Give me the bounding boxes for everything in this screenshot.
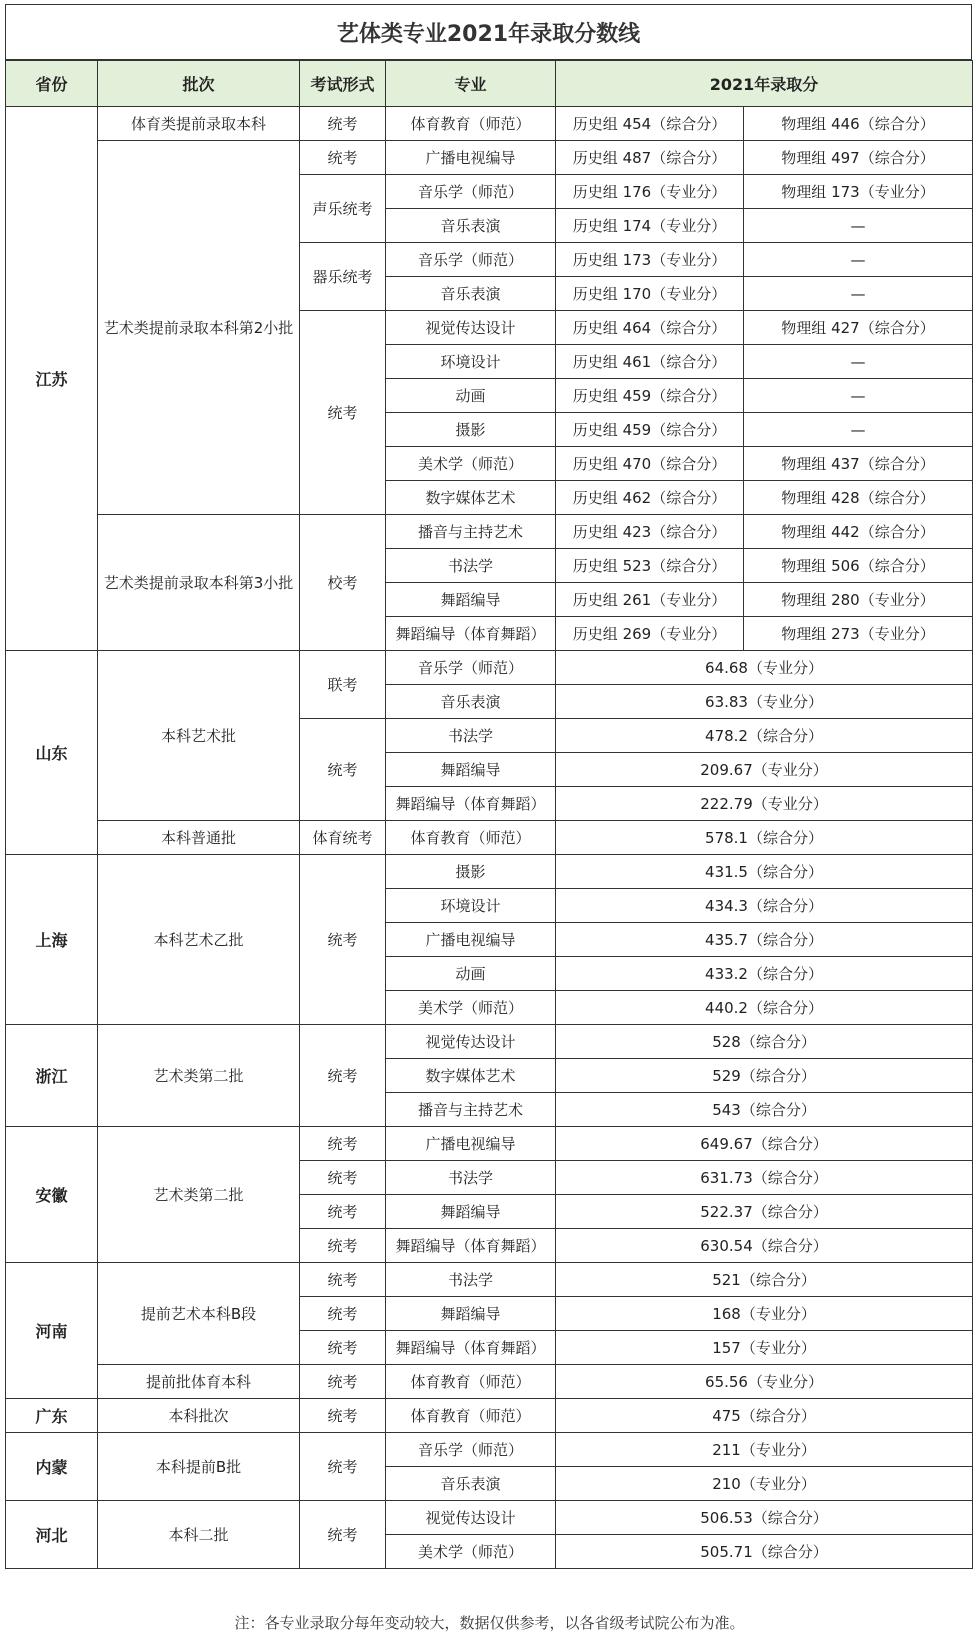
table-cell: 506.53（综合分）: [556, 1501, 973, 1535]
table-cell: 统考: [300, 719, 386, 821]
header-row: [6, 61, 973, 107]
table-cell: 历史组 464（综合分）: [556, 311, 744, 345]
table-cell: 475（综合分）: [556, 1399, 973, 1433]
table-cell: 历史组 459（综合分）: [556, 379, 744, 413]
table-cell: 音乐学（师范）: [386, 175, 556, 209]
table-cell: 书法学: [386, 719, 556, 753]
table-cell: 舞蹈编导: [386, 1195, 556, 1229]
table-cell: 视觉传达设计: [386, 1025, 556, 1059]
table-cell: 64.68（专业分）: [556, 651, 973, 685]
table-cell: 521（综合分）: [556, 1263, 973, 1297]
column-header: 专业: [386, 61, 556, 107]
table-cell: 434.3（综合分）: [556, 889, 973, 923]
table-cell: 522.37（综合分）: [556, 1195, 973, 1229]
page-title: 艺体类专业2021年录取分数线: [5, 4, 972, 60]
table-cell: 物理组 506（综合分）: [744, 549, 973, 583]
table-cell: 历史组 170（专业分）: [556, 277, 744, 311]
table-cell: 578.1（综合分）: [556, 821, 973, 855]
table-cell: 音乐学（师范）: [386, 1433, 556, 1467]
table-cell: 数字媒体艺术: [386, 1059, 556, 1093]
table-cell: 美术学（师范）: [386, 991, 556, 1025]
table-cell: 艺术类第二批: [98, 1127, 300, 1263]
table-cell: 音乐表演: [386, 1467, 556, 1501]
table-cell: 舞蹈编导: [386, 753, 556, 787]
table-cell: 529（综合分）: [556, 1059, 973, 1093]
table-cell: 物理组 280（专业分）: [744, 583, 973, 617]
table-cell: 历史组 261（专业分）: [556, 583, 744, 617]
table-cell: 动画: [386, 379, 556, 413]
table-cell: —: [744, 413, 973, 447]
table-cell: 543（综合分）: [556, 1093, 973, 1127]
column-header: 考试形式: [300, 61, 386, 107]
table-cell: 440.2（综合分）: [556, 991, 973, 1025]
table-cell: 630.54（综合分）: [556, 1229, 973, 1263]
table-cell: 历史组 174（专业分）: [556, 209, 744, 243]
table-cell: 物理组 428（综合分）: [744, 481, 973, 515]
table-row: [6, 651, 973, 685]
table-cell: 声乐统考: [300, 175, 386, 243]
table-cell: 艺术类提前录取本科第2小批: [98, 141, 300, 515]
table-cell: 环境设计: [386, 345, 556, 379]
table-cell: 统考: [300, 1025, 386, 1127]
table-cell: 体育教育（师范）: [386, 107, 556, 141]
table-cell: 物理组 437（综合分）: [744, 447, 973, 481]
table-cell: 统考: [300, 107, 386, 141]
table-cell: 历史组 459（综合分）: [556, 413, 744, 447]
table-cell: 音乐学（师范）: [386, 651, 556, 685]
table-cell: 本科提前B批: [98, 1433, 300, 1501]
table-cell: 本科普通批: [98, 821, 300, 855]
table-cell: 历史组 423（综合分）: [556, 515, 744, 549]
table-cell: 168（专业分）: [556, 1297, 973, 1331]
table-cell: 统考: [300, 1127, 386, 1161]
table-cell: 210（专业分）: [556, 1467, 973, 1501]
table-cell: 统考: [300, 1501, 386, 1569]
table-cell: 音乐表演: [386, 209, 556, 243]
table-cell: 65.56（专业分）: [556, 1365, 973, 1399]
table-cell: 历史组 173（专业分）: [556, 243, 744, 277]
table-cell: 舞蹈编导（体育舞蹈）: [386, 617, 556, 651]
table-cell: 舞蹈编导（体育舞蹈）: [386, 787, 556, 821]
table-cell: 本科批次: [98, 1399, 300, 1433]
province-cell: 河南: [6, 1263, 98, 1399]
table-cell: 211（专业分）: [556, 1433, 973, 1467]
table-cell: 历史组 461（综合分）: [556, 345, 744, 379]
table-row: [6, 1433, 973, 1467]
table-cell: 视觉传达设计: [386, 311, 556, 345]
table-row: [6, 1263, 973, 1297]
table-cell: 历史组 454（综合分）: [556, 107, 744, 141]
table-cell: 统考: [300, 1161, 386, 1195]
table-row: [6, 1365, 973, 1399]
table-cell: 广播电视编导: [386, 1127, 556, 1161]
column-header: 批次: [98, 61, 300, 107]
table-cell: 数字媒体艺术: [386, 481, 556, 515]
table-cell: 物理组 427（综合分）: [744, 311, 973, 345]
table-cell: 433.2（综合分）: [556, 957, 973, 991]
table-cell: 222.79（专业分）: [556, 787, 973, 821]
province-cell: 安徽: [6, 1127, 98, 1263]
table-cell: 528（综合分）: [556, 1025, 973, 1059]
province-cell: 河北: [6, 1501, 98, 1569]
table-cell: 435.7（综合分）: [556, 923, 973, 957]
footnote: 注：各专业录取分每年变动较大，数据仅供参考，以各省级考试院公布为准。: [234, 1614, 745, 1632]
table-cell: 美术学（师范）: [386, 447, 556, 481]
table-cell: 历史组 523（综合分）: [556, 549, 744, 583]
table-cell: 音乐学（师范）: [386, 243, 556, 277]
province-cell: 浙江: [6, 1025, 98, 1127]
table-row: [6, 515, 973, 549]
table-row: [6, 1025, 973, 1059]
table-row: [6, 1127, 973, 1161]
table-cell: 431.5（综合分）: [556, 855, 973, 889]
table-cell: 音乐表演: [386, 685, 556, 719]
table-cell: 本科艺术乙批: [98, 855, 300, 1025]
table-cell: 体育统考: [300, 821, 386, 855]
province-cell: 上海: [6, 855, 98, 1025]
table-cell: 统考: [300, 1263, 386, 1297]
table-cell: 统考: [300, 311, 386, 515]
table-row: [6, 141, 973, 175]
table-cell: 艺术类提前录取本科第3小批: [98, 515, 300, 651]
table-cell: 书法学: [386, 549, 556, 583]
table-cell: 书法学: [386, 1161, 556, 1195]
table-cell: 物理组 442（综合分）: [744, 515, 973, 549]
table-cell: 艺术类第二批: [98, 1025, 300, 1127]
table-cell: 广播电视编导: [386, 923, 556, 957]
table-cell: 63.83（专业分）: [556, 685, 973, 719]
table-cell: 历史组 462（综合分）: [556, 481, 744, 515]
table-cell: 478.2（综合分）: [556, 719, 973, 753]
table-cell: 631.73（综合分）: [556, 1161, 973, 1195]
table-cell: 体育教育（师范）: [386, 821, 556, 855]
table-cell: 体育教育（师范）: [386, 1365, 556, 1399]
table-cell: 649.67（综合分）: [556, 1127, 973, 1161]
province-cell: 江苏: [6, 107, 98, 651]
table-cell: 统考: [300, 1195, 386, 1229]
table-cell: 物理组 173（专业分）: [744, 175, 973, 209]
table-cell: —: [744, 209, 973, 243]
table-cell: 校考: [300, 515, 386, 651]
table-cell: 统考: [300, 1399, 386, 1433]
table-row: [6, 1501, 973, 1535]
table-cell: 209.67（专业分）: [556, 753, 973, 787]
column-header: 省份: [6, 61, 98, 107]
table-cell: 历史组 470（综合分）: [556, 447, 744, 481]
table-cell: 播音与主持艺术: [386, 515, 556, 549]
table-cell: 器乐统考: [300, 243, 386, 311]
table-cell: 书法学: [386, 1263, 556, 1297]
table-cell: 体育类提前录取本科: [98, 107, 300, 141]
table-cell: 物理组 273（专业分）: [744, 617, 973, 651]
table-cell: 物理组 446（综合分）: [744, 107, 973, 141]
table-cell: 视觉传达设计: [386, 1501, 556, 1535]
table-cell: 音乐表演: [386, 277, 556, 311]
table-cell: 播音与主持艺术: [386, 1093, 556, 1127]
table-cell: —: [744, 243, 973, 277]
table-row: [6, 821, 973, 855]
table-cell: 物理组 497（综合分）: [744, 141, 973, 175]
table-cell: —: [744, 379, 973, 413]
table-cell: 统考: [300, 1297, 386, 1331]
table-cell: 历史组 269（专业分）: [556, 617, 744, 651]
table-row: [6, 107, 973, 141]
table-cell: 统考: [300, 1365, 386, 1399]
table-cell: 舞蹈编导: [386, 583, 556, 617]
table-cell: 历史组 487（综合分）: [556, 141, 744, 175]
table-cell: 统考: [300, 855, 386, 1025]
table-cell: —: [744, 345, 973, 379]
table-cell: 体育教育（师范）: [386, 1399, 556, 1433]
table-cell: 统考: [300, 1331, 386, 1365]
table-cell: 环境设计: [386, 889, 556, 923]
province-cell: 广东: [6, 1399, 98, 1433]
table-cell: 提前批体育本科: [98, 1365, 300, 1399]
table-cell: 动画: [386, 957, 556, 991]
column-header: 2021年录取分: [556, 61, 973, 107]
table-cell: 摄影: [386, 413, 556, 447]
province-cell: 山东: [6, 651, 98, 855]
table-cell: 统考: [300, 141, 386, 175]
table-cell: 提前艺术本科B段: [98, 1263, 300, 1365]
table-cell: 联考: [300, 651, 386, 719]
table-cell: 舞蹈编导（体育舞蹈）: [386, 1229, 556, 1263]
province-cell: 内蒙: [6, 1433, 98, 1501]
table-cell: 统考: [300, 1229, 386, 1263]
table-row: [6, 1399, 973, 1433]
table-cell: 505.71（综合分）: [556, 1535, 973, 1569]
table-row: [6, 855, 973, 889]
table-cell: 舞蹈编导（体育舞蹈）: [386, 1331, 556, 1365]
table-cell: 舞蹈编导: [386, 1297, 556, 1331]
table-cell: 广播电视编导: [386, 141, 556, 175]
table-cell: 157（专业分）: [556, 1331, 973, 1365]
table-cell: 摄影: [386, 855, 556, 889]
table-cell: 统考: [300, 1433, 386, 1501]
table-cell: 美术学（师范）: [386, 1535, 556, 1569]
admission-table: [5, 60, 973, 1569]
table-cell: 本科二批: [98, 1501, 300, 1569]
table-cell: 历史组 176（专业分）: [556, 175, 744, 209]
table-cell: 本科艺术批: [98, 651, 300, 821]
table-cell: —: [744, 277, 973, 311]
